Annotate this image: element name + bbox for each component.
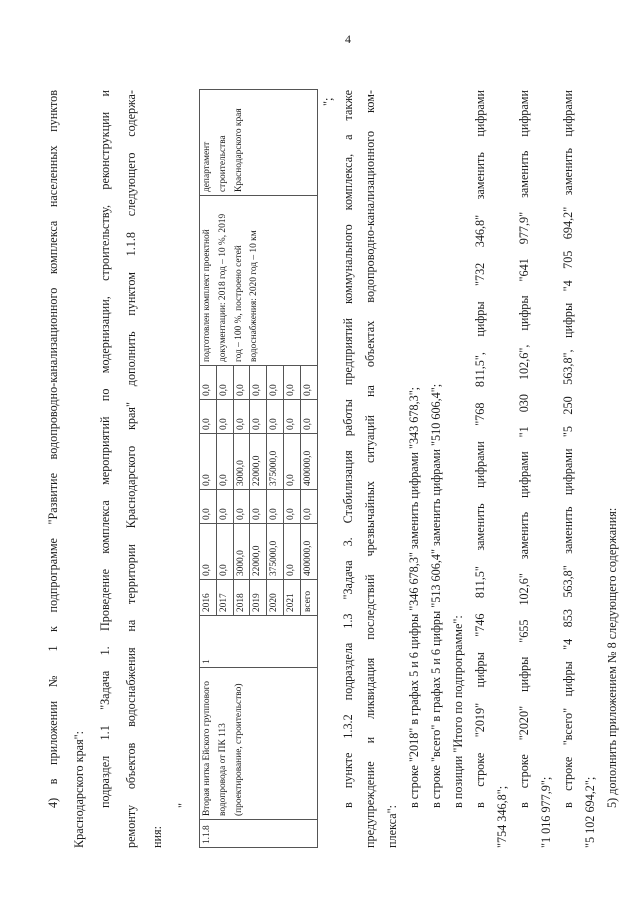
row-2020-line2: "1 016 977,9";	[539, 776, 553, 848]
row-2018-text: в строке "2018" в графах 5 и 6 цифры "346 678,3" заменить цифрами "343 678,3";	[407, 386, 421, 808]
amount-cell: 0,0	[200, 434, 217, 490]
section-1-1-line2: ремонту объектов водоснабжения на территории Краснодарского края" дополнить пунктом 1.1.8 следующего содержа-	[124, 90, 138, 848]
measure-number: 1.1.8	[200, 820, 318, 848]
amount-cell: 375000,0	[267, 524, 284, 580]
measure-status: 1	[200, 616, 318, 668]
amount-cell: 0,0	[300, 490, 317, 524]
amount-cell: 0,0	[250, 490, 267, 524]
amount-cell: 0,0	[233, 366, 250, 400]
amount-cell: 0,0	[216, 490, 233, 524]
section-1-1-line3: ния:	[150, 825, 164, 848]
item-4-continuation: Краснодарского края":	[72, 730, 86, 848]
amount-cell: 400000,0	[300, 434, 317, 490]
year-cell: 2020	[267, 580, 284, 616]
amount-cell: 0,0	[283, 434, 300, 490]
section-1-1-line1: подраздел 1.1 "Задача 1. Проведение комплекса мероприятий по модернизации, строительству, реконструкции и	[98, 90, 112, 808]
item-5-text: 5) дополнить приложением № 8 следующего содержания:	[605, 507, 619, 808]
amount-cell: 0,0	[283, 400, 300, 434]
amount-cell: 0,0	[250, 366, 267, 400]
amount-cell: 0,0	[216, 366, 233, 400]
position-total-text: в позиции "Итого по подпрограмме":	[451, 615, 465, 808]
amount-cell: 0,0	[216, 434, 233, 490]
page-number: 4	[345, 32, 351, 46]
amount-cell: 22000,0	[250, 524, 267, 580]
amount-cell: 0,0	[216, 524, 233, 580]
amount-cell: 0,0	[250, 400, 267, 434]
amount-cell: 0,0	[200, 400, 217, 434]
p132-line1: в пункте 1.3.2 подраздела 1.3 "Задача 3. Стабилизация работы предприятий коммунального комплекса, а также	[341, 90, 355, 808]
amount-cell: 0,0	[267, 400, 284, 434]
measure-name: Вторая нитка Ейского группового водопровода от ПК 113 (проектирование, строительство)	[200, 668, 318, 820]
table-row	[200, 90, 217, 848]
year-cell: всего	[300, 580, 317, 616]
amount-cell: 0,0	[267, 490, 284, 524]
item-4-text: 4) в приложении № 1 к подпрограмме "Развитие водопроводно-канализационного комплекса населенных пунктов	[46, 90, 60, 808]
amount-cell: 0,0	[200, 490, 217, 524]
row-2019-line2: "754 346,8";	[495, 785, 509, 848]
year-cell: 2018	[233, 580, 250, 616]
amount-cell: 0,0	[200, 366, 217, 400]
row-total-line2: "5 102 694,2";	[583, 776, 597, 848]
amount-cell: 0,0	[300, 400, 317, 434]
year-cell: 2019	[250, 580, 267, 616]
responsible-party: департамент строительства Краснодарского края	[200, 90, 318, 196]
year-cell: 2016	[200, 580, 217, 616]
row-total-line1: в строке "всего" цифры "4 853 563,8" заменить цифрами "5 250 563,8", цифры "4 705 694,2" заменить цифрами	[561, 90, 575, 808]
amount-cell: 3000,0	[233, 524, 250, 580]
row-vsego-text: в строке "всего" в графах 5 и 6 цифры "513 606,4" заменить цифрами "510 606,4";	[429, 383, 443, 808]
open-quote: "	[176, 803, 190, 808]
amount-cell: 0,0	[283, 490, 300, 524]
amount-cell: 0,0	[233, 490, 250, 524]
amount-cell: 0,0	[233, 400, 250, 434]
measure-result: подготовлен комплект проектной документации: 2018 год – 10 %, 2019 год – 100 %, построено сетей водоснабжения: 2020 год – 10 км	[200, 196, 318, 366]
close-quote: ";	[321, 97, 335, 106]
p132-line2: предупреждение и ликвидация последствий чрезвычайных ситуаций на объектах водопроводно-канализационного ком-	[363, 90, 377, 848]
amount-cell: 0,0	[283, 366, 300, 400]
row-2019-line1: в строке "2019" цифры "746 811,5" заменить цифрами "768 811,5", цифры "732 346,8" заменить цифрами	[473, 90, 487, 808]
amount-cell: 3000,0	[233, 434, 250, 490]
p132-line3: плекса":	[385, 805, 399, 848]
rotated-page-content	[39, 88, 620, 848]
amount-cell: 400000,0	[300, 524, 317, 580]
year-cell: 2017	[216, 580, 233, 616]
year-cell: 2021	[283, 580, 300, 616]
amount-cell: 0,0	[283, 524, 300, 580]
amount-cell: 0,0	[216, 400, 233, 434]
amount-cell: 375000,0	[267, 434, 284, 490]
amount-cell: 0,0	[300, 366, 317, 400]
amount-cell: 0,0	[267, 366, 284, 400]
amount-cell: 22000,0	[250, 434, 267, 490]
amount-cell: 0,0	[200, 524, 217, 580]
row-2020-line1: в строке "2020" цифры "655 102,6" заменить цифрами "1 030 102,6", цифры "641 977,9" заменить цифрами	[517, 90, 531, 808]
measures-table	[199, 89, 318, 848]
